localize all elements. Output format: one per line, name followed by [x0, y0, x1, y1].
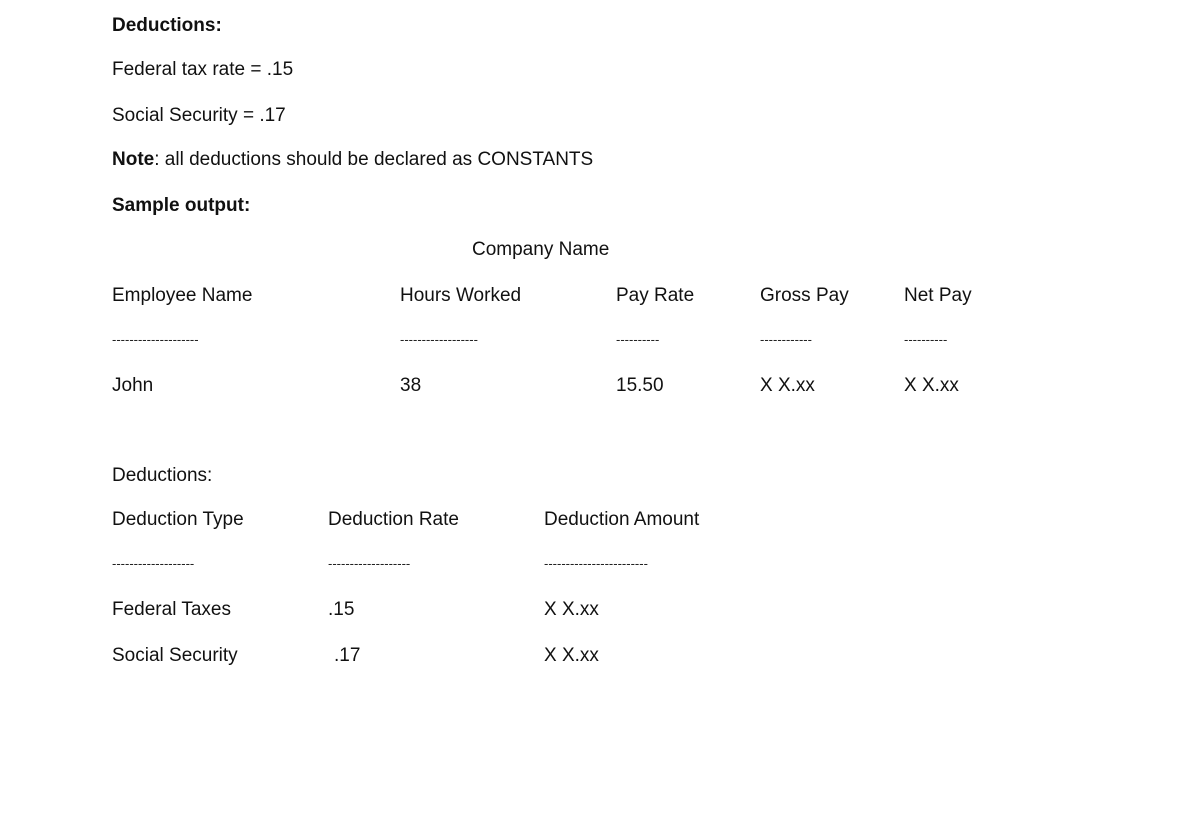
separator-hours-worked: ------------------ — [400, 332, 478, 347]
cell-net-pay: X X.xx — [904, 375, 959, 396]
note-label: Note — [112, 149, 155, 170]
cell-deduction-amount-social: X X.xx — [544, 645, 599, 666]
cell-gross-pay: X X.xx — [760, 375, 815, 396]
cell-deduction-type-social: Social Security — [112, 645, 238, 666]
header-gross-pay: Gross Pay — [760, 285, 849, 306]
separator-pay-rate: ---------- — [616, 332, 660, 347]
header-net-pay: Net Pay — [904, 285, 972, 306]
deductions-heading: Deductions: — [112, 15, 222, 36]
cell-deduction-amount-federal: X X.xx — [544, 599, 599, 620]
separator-gross-pay: ------------ — [760, 332, 812, 347]
header-employee-name: Employee Name — [112, 285, 253, 306]
separator-employee-name: -------------------- — [112, 332, 199, 347]
social-security-line: Social Security = .17 — [112, 105, 286, 126]
header-deduction-amount: Deduction Amount — [544, 509, 700, 530]
cell-deduction-rate-federal: .15 — [328, 599, 355, 620]
deductions-title: Deductions: — [112, 465, 213, 486]
cell-hours-worked: 38 — [400, 375, 422, 396]
header-deduction-rate: Deduction Rate — [328, 509, 459, 530]
header-deduction-type: Deduction Type — [112, 509, 244, 530]
note-line — [112, 150, 593, 169]
note-text: : all deductions should be declared as CONSTANTS — [154, 149, 594, 170]
cell-pay-rate: 15.50 — [616, 375, 664, 396]
cell-deduction-rate-social: .17 — [334, 645, 361, 666]
header-hours-worked: Hours Worked — [400, 285, 522, 306]
separator-deduction-type: ------------------- — [112, 556, 195, 571]
company-name: Company Name — [472, 239, 610, 260]
header-pay-rate: Pay Rate — [616, 285, 695, 306]
separator-net-pay: ---------- — [904, 332, 948, 347]
cell-employee-name: John — [112, 375, 154, 396]
sample-output-label: Sample output: — [112, 195, 251, 216]
separator-deduction-rate: ------------------- — [328, 556, 411, 571]
cell-deduction-type-federal: Federal Taxes — [112, 599, 231, 620]
federal-tax-rate-line: Federal tax rate = .15 — [112, 59, 294, 80]
separator-deduction-amount: ------------------------ — [544, 556, 648, 571]
